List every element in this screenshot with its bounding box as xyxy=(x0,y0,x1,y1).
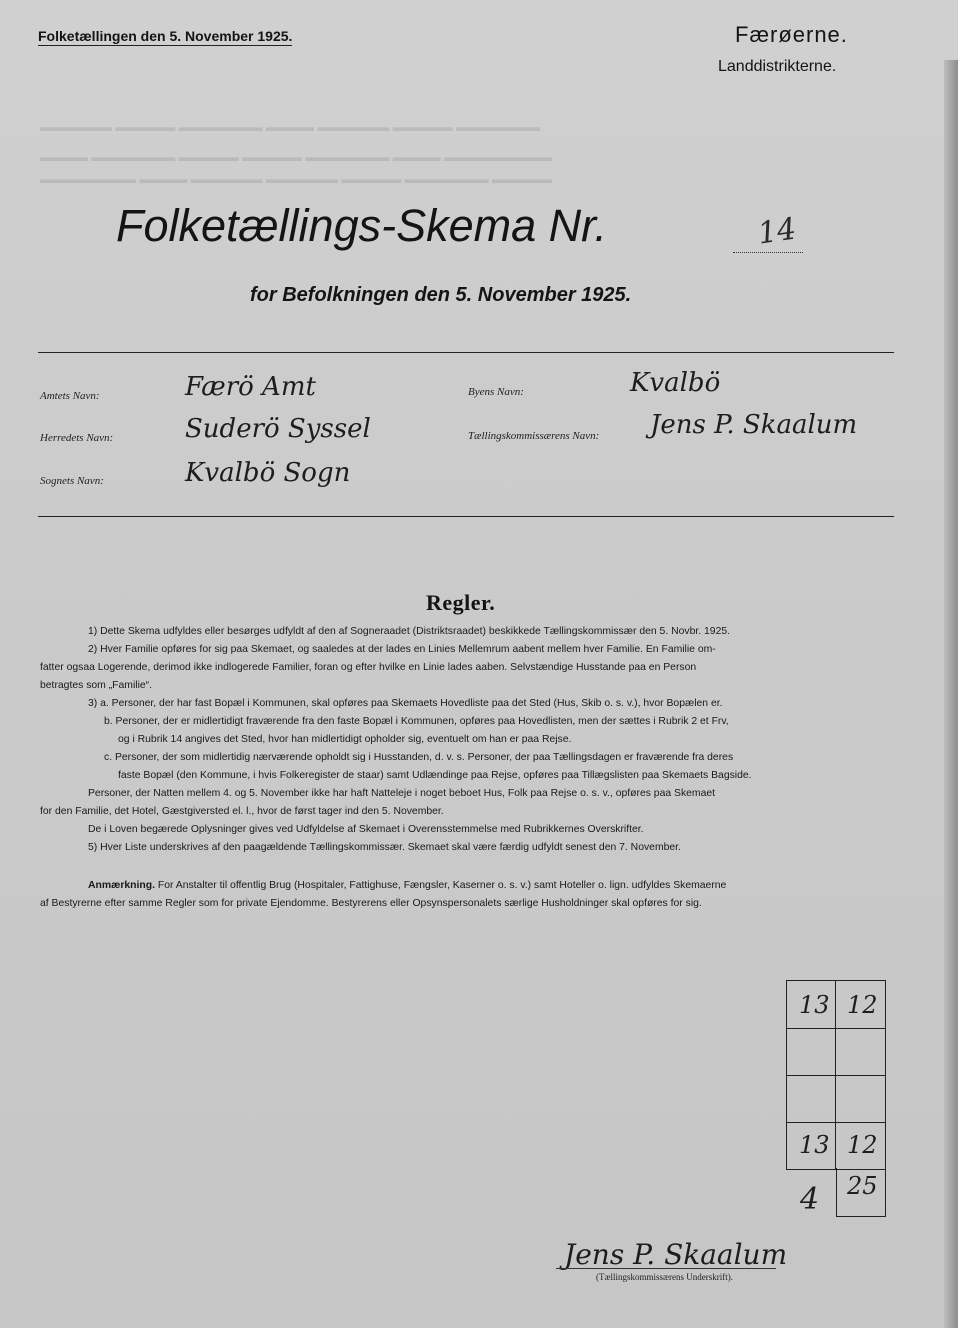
bleed-through-text: ▬▬▬▬▬▬▬▬ ▬▬▬▬ ▬▬▬▬▬▬ ▬▬▬▬▬▬ ▬▬▬▬▬ ▬▬▬▬▬▬▬ ▬▬▬▬▬ xyxy=(40,172,553,186)
rule-line: 2) Hver Familie opføres for sig paa Skemaet, og saaledes at der lades en Linies Mellemrum aabent mellem hver Familie. En Familie om- xyxy=(88,644,716,655)
rule-line: 1) Dette Skema udfyldes eller besørges udfyldt af den af Sogneraadet (Distriktsraadet) beskikkede Tællingskommissær den 5. Novbr. 1925. xyxy=(88,626,731,637)
rule-line: De i Loven begærede Oplysninger gives ved Udfyldelse af Skemaet i Overensstemmelse med Rubrikkernes Overskrifter. xyxy=(88,824,644,835)
tally-r1-left: 13 xyxy=(799,991,830,1019)
tally-extra-left: 4 xyxy=(800,1182,820,1217)
rule-line: for den Familie, det Hotel, Gæstgiversted el. l., hvor de først tager ind den 5. November. xyxy=(40,806,444,817)
rule-line: og i Rubrik 14 angives det Sted, hvor han midlertidigt opholder sig, eventuelt om han er paa Rejse. xyxy=(118,734,572,745)
signature-line xyxy=(556,1268,776,1269)
annotation-line-1 xyxy=(88,880,726,891)
region-subtitle: Landdistrikterne. xyxy=(718,58,837,75)
tally-row-line xyxy=(787,1028,885,1029)
bleed-through-text: ▬▬▬▬ ▬▬▬▬▬▬▬ ▬▬▬▬▬ ▬▬▬▬▬ ▬▬▬▬▬▬▬ ▬▬▬▬ ▬▬▬▬▬▬▬▬▬ xyxy=(40,150,553,164)
rule-line: Personer, der Natten mellem 4. og 5. November ikke har haft Natteleje i noget beboet Hus, Folk paa Rejse o. s. v., opføres paa Skemaet xyxy=(88,788,716,799)
fields-top-rule xyxy=(38,352,894,353)
page-edge-shadow xyxy=(944,60,958,1328)
tally-row-line xyxy=(787,1122,885,1123)
rule-line: b. Personer, der er midlertidigt fraværende fra den faste Bopæl i Kommunen, opføres paa Hovedlisten, men der sættes i Rubrik 2 et Frv, xyxy=(104,716,729,727)
amt-label: Amtets Navn: xyxy=(40,390,100,402)
herred-label: Herredets Navn: xyxy=(40,432,114,444)
kommissaer-value: Jens P. Skaalum xyxy=(650,410,858,440)
tally-r4-left: 13 xyxy=(799,1131,830,1159)
rules-heading: Regler. xyxy=(426,590,496,615)
rule-line: 3) a. Personer, der har fast Bopæl i Kommunen, skal opføres paa Skemaets Hovedliste paa det Sted (Hus, Skib o. s. v.), hvor Bopælen er. xyxy=(88,698,723,709)
kommissaer-label: Tællingskommissærens Navn: xyxy=(468,430,600,442)
tally-box xyxy=(786,980,886,1170)
amt-value: Færö Amt xyxy=(185,372,316,402)
rule-line: fatter ogsaa Logerende, derimod ikke indlogerede Familier, foran og efter hvilke en Linie lades aaben. Selvstændige Husstande paa en Person xyxy=(40,662,697,673)
signature-caption: (Tællingskommissærens Underskrift). xyxy=(596,1272,733,1282)
rule-line: c. Personer, der som midlertidig nærværende opholdt sig i Husstanden, d. v. s. Personer, der paa Tællingsdagen er fraværende fra deres xyxy=(104,752,734,763)
sogn-value: Kvalbö Sogn xyxy=(185,458,351,488)
rule-line: 5) Hver Liste underskrives af den paagældende Tællingskommissær. Skemaet skal være færdig udfyldt senest den 7. November. xyxy=(88,842,681,853)
form-subtitle: for Befolkningen den 5. November 1925. xyxy=(250,284,632,306)
sogn-label: Sognets Navn: xyxy=(40,475,104,487)
annotation-line-2: af Bestyrerne efter samme Regler som for private Ejendomme. Bestyrerens eller Opsynspersonalets særlige Husholdninger skal opføres for sig. xyxy=(40,898,702,909)
by-value: Kvalbö xyxy=(630,368,721,398)
tally-extra-right: 25 xyxy=(847,1172,878,1200)
form-title: Folketællings-Skema Nr. xyxy=(116,200,607,251)
fields-bottom-rule xyxy=(38,516,894,517)
region-title: Færøerne. xyxy=(735,22,848,47)
number-underline xyxy=(733,252,803,253)
tally-r4-right: 12 xyxy=(847,1131,878,1159)
rule-line: betragtes som „Familie“. xyxy=(40,680,153,691)
rule-line: faste Bopæl (den Kommune, i hvis Folkeregister de staar) samt Udlændinge paa Rejse, opføres paa Tillægslisten paa Skemaets Bagside. xyxy=(118,770,752,781)
form-number: 14 xyxy=(755,211,799,252)
tally-extra-box xyxy=(836,1168,886,1217)
signature: Jens P. Skaalum xyxy=(564,1238,788,1271)
census-date-header: Folketællingen den 5. November 1925. xyxy=(38,28,293,44)
herred-value: Suderö Syssel xyxy=(185,414,371,444)
annotation-text-1: For Anstalter til offentlig Brug (Hospitaler, Fattighuse, Fængsler, Kaserner o. s. v.) samt Hoteller o. lign. udfyldes Skemaerne xyxy=(157,880,727,891)
by-label: Byens Navn: xyxy=(468,386,524,398)
tally-row-line xyxy=(787,1075,885,1076)
annotation-label: Anmærkning. xyxy=(88,880,155,891)
tally-r1-right: 12 xyxy=(847,991,878,1019)
bleed-through-text: ▬▬▬▬▬▬ ▬▬▬▬▬ ▬▬▬▬▬▬▬ ▬▬▬▬ ▬▬▬▬▬▬ ▬▬▬▬▬ ▬▬▬▬▬▬▬ xyxy=(40,120,541,134)
